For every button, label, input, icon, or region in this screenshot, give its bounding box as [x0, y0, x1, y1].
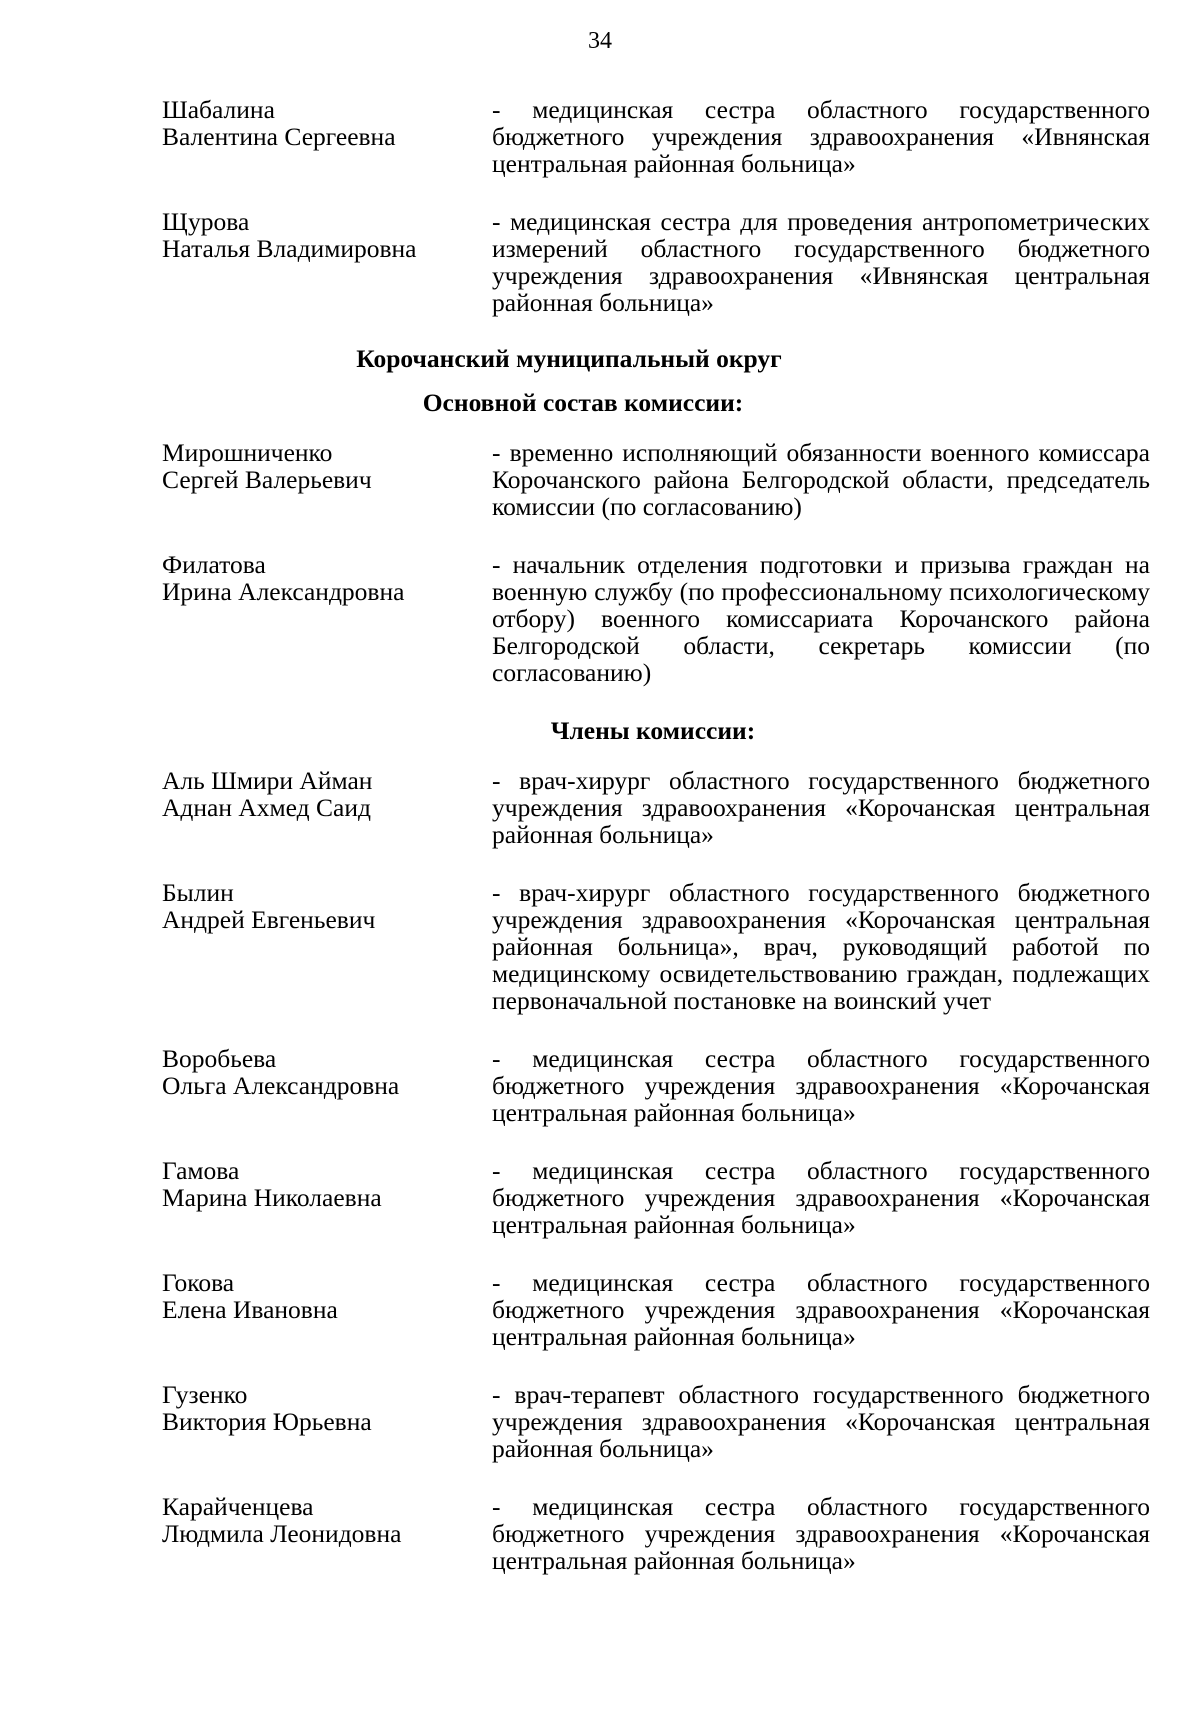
- person-name: [162, 439, 492, 493]
- page-number: 34: [588, 28, 612, 54]
- person-given-names: Марина Николаевна: [162, 1183, 382, 1212]
- person-surname: Гамова: [162, 1156, 240, 1185]
- person-surname: Филатова: [162, 550, 266, 579]
- person-given-names: Валентина Сергеевна: [162, 122, 396, 151]
- person-surname: Щурова: [162, 207, 250, 236]
- person-name: [162, 879, 492, 933]
- person-position: - медицинская сестра областного государственного бюджетного учреждения здравоохранения «Корочанская центральная районная больница»: [492, 1044, 1150, 1127]
- person-position: - медицинская сестра областного государственного бюджетного учреждения здравоохранения «Корочанская центральная районная больница»: [492, 1156, 1150, 1239]
- list-item: [162, 439, 1152, 520]
- person-name: [162, 208, 492, 262]
- list-item: [162, 1269, 1152, 1350]
- top-entries: [162, 96, 1152, 316]
- person-surname: Гокова: [162, 1268, 235, 1297]
- person-name: [162, 96, 492, 150]
- person-given-names: Людмила Леонидовна: [162, 1519, 402, 1548]
- person-surname: Шабалина: [162, 95, 275, 124]
- person-given-names: Сергей Валерьевич: [162, 465, 372, 494]
- person-name: [162, 767, 492, 821]
- person-given-names: Елена Ивановна: [162, 1295, 338, 1324]
- person-name: [162, 1045, 492, 1099]
- person-surname: Карайченцева: [162, 1492, 314, 1521]
- list-item: [162, 879, 1152, 1014]
- person-position: - начальник отделения подготовки и призыва граждан на военную службу (по профессиональному психологическому отбору) военного комиссариата Корочанского района Белгородской области, секретарь комиссии (по согласованию): [492, 550, 1150, 687]
- person-given-names: Ирина Александровна: [162, 577, 405, 606]
- district-heading: Корочанский муниципальный округ: [356, 344, 782, 373]
- person-position: - медицинская сестра областного государственного бюджетного учреждения здравоохранения «Корочанская центральная районная больница»: [492, 1268, 1150, 1351]
- members-heading: Члены комиссии:: [550, 716, 756, 745]
- person-position: - временно исполняющий обязанности военного комиссара Корочанского района Белгородской области, председатель комиссии (по согласованию): [492, 438, 1150, 521]
- person-position: - врач-хирург областного государственного бюджетного учреждения здравоохранения «Корочанская центральная районная больница», врач, руководящий работой по медицинскому освидетельствованию граждан, подлежащих первоначальной постановке на воинский учет: [492, 878, 1150, 1015]
- main-composition-heading: Основной состав комиссии:: [422, 388, 744, 417]
- person-position: - медицинская сестра для проведения антропометрических измерений областного государственного бюджетного учреждения здравоохранения «Ивнянская центральная районная больница»: [492, 207, 1150, 317]
- person-name: [162, 1381, 492, 1435]
- person-given-names: Наталья Владимировна: [162, 234, 417, 263]
- list-item: [162, 208, 1152, 316]
- list-item: [162, 767, 1152, 848]
- person-position: - врач-терапевт областного государственного бюджетного учреждения здравоохранения «Корочанская центральная районная больница»: [492, 1380, 1150, 1463]
- person-name: [162, 1269, 492, 1323]
- main-composition-list: [162, 439, 1152, 686]
- person-position: - медицинская сестра областного государственного бюджетного учреждения здравоохранения «Корочанская центральная районная больница»: [492, 1492, 1150, 1575]
- list-item: [162, 1493, 1152, 1574]
- person-name: [162, 551, 492, 605]
- person-surname: Мирошниченко: [162, 438, 333, 467]
- document-body: [162, 96, 1152, 1574]
- person-name: [162, 1157, 492, 1211]
- person-surname: Былин: [162, 878, 234, 907]
- list-item: [162, 1381, 1152, 1462]
- person-position: - медицинская сестра областного государственного бюджетного учреждения здравоохранения «Ивнянская центральная районная больница»: [492, 95, 1150, 178]
- person-given-names: Ольга Александровна: [162, 1071, 400, 1100]
- person-name: [162, 1493, 492, 1547]
- person-surname: Аль Шмири Айман: [162, 766, 373, 795]
- person-surname: Воробьева: [162, 1044, 277, 1073]
- list-item: [162, 1045, 1152, 1126]
- members-list: [162, 767, 1152, 1574]
- person-surname: Гузенко: [162, 1380, 248, 1409]
- person-given-names: Аднан Ахмед Саид: [162, 793, 371, 822]
- list-item: [162, 96, 1152, 177]
- list-item: [162, 551, 1152, 686]
- person-given-names: Виктория Юрьевна: [162, 1407, 372, 1436]
- person-given-names: Андрей Евгеньевич: [162, 905, 376, 934]
- list-item: [162, 1157, 1152, 1238]
- person-position: - врач-хирург областного государственного бюджетного учреждения здравоохранения «Корочанская центральная районная больница»: [492, 766, 1150, 849]
